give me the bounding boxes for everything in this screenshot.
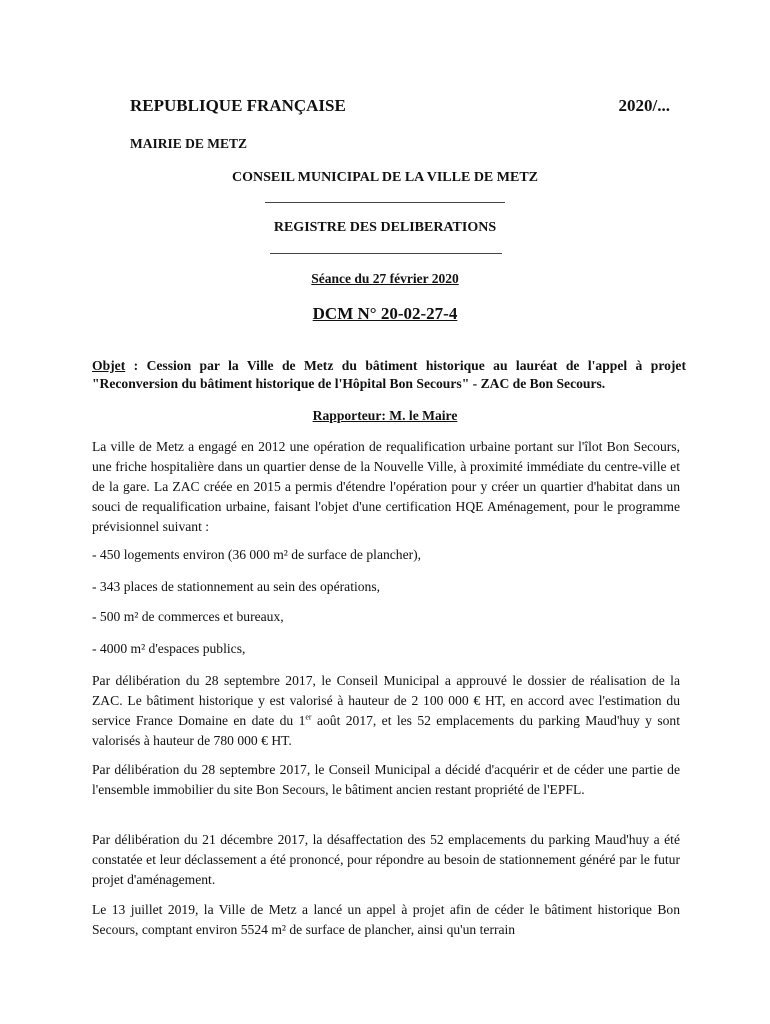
paragraph-zac-realisation: [92, 671, 680, 751]
rapporteur: Rapporteur: M. le Maire: [312, 408, 458, 423]
object-text: : Cession par la Ville de Metz du bâtiment historique au lauréat de l'appel à projet "Reconversion du bâtiment historique de l'Hôpital Bon Secours" - ZAC de Bon Secours.: [92, 358, 686, 391]
list-item: - 500 m² de commerces et bureaux,: [92, 609, 284, 624]
object-label: Objet: [92, 358, 126, 373]
paragraph-parking: Par délibération du 21 décembre 2017, la désaffectation des 52 emplacements du parking Maud'huy a été constatée et leur déclassement a été prononcé, pour répondre au besoin de stationnement généré par le futur projet d'aménagement.: [92, 832, 680, 887]
session-date: Séance du 27 février 2020: [311, 271, 459, 286]
council-title: CONSEIL MUNICIPAL DE LA VILLE DE METZ: [232, 170, 538, 185]
mairie-title: MAIRIE DE METZ: [130, 136, 248, 151]
list-item: - 343 places de stationnement au sein des opérations,: [92, 579, 381, 594]
divider: [270, 253, 502, 254]
object-statement: [92, 357, 686, 393]
register-title: REGISTRE DES DELIBERATIONS: [273, 220, 497, 235]
paragraph-intro: La ville de Metz a engagé en 2012 une opération de requalification urbaine portant sur l'îlot Bon Secours, une friche hospitalière dans un quartier dense de la Nouvelle Ville, à proximité immédiate du centre-ville et de la gare. La ZAC créée en 2015 a permis d'étendre l'opération pour y créer un quartier d'habitat dans un souci de requalification urbaine, faisant l'objet d'une certification HQE Aménagement, pour le programme prévisionnel suivant :: [92, 439, 680, 534]
paragraph-call-for-projects: Le 13 juillet 2019, la Ville de Metz a lancé un appel à projet afin de céder le bâtiment historique Bon Secours, comptant environ 5524 m² de surface de plancher, ainsi qu'un terrain: [92, 902, 680, 937]
list-item: - 450 logements environ (36 000 m² de surface de plancher),: [92, 547, 422, 562]
divider: [265, 202, 505, 203]
paragraph-text: août 2017, et les 52 emplacements du parking Maud'huy y sont valorisés à hauteur de 780 000 € HT.: [92, 713, 681, 748]
superscript: er: [305, 712, 312, 722]
paragraph-acquisition: Par délibération du 28 septembre 2017, le Conseil Municipal a décidé d'acquérir et de céder une partie de l'ensemble immobilier du site Bon Secours, le bâtiment ancien restant propriété de l'EPFL.: [92, 762, 680, 797]
dcm-number: DCM N° 20-02-27-4: [312, 304, 458, 323]
list-item: - 4000 m² d'espaces publics,: [92, 641, 246, 656]
header-row: [130, 96, 670, 120]
paragraph-text: Par délibération du 28 septembre 2017, le Conseil Municipal a approuvé le dossier de réalisation de la ZAC. Le bâtiment historique y est valorisé à hauteur de 2 100 000 € HT, en accord avec l'estimation du service France Domaine en date du 1: [92, 673, 680, 728]
deliberation-number: 2020/...: [618, 96, 670, 115]
republic-title: REPUBLIQUE FRANÇAISE: [130, 96, 346, 115]
